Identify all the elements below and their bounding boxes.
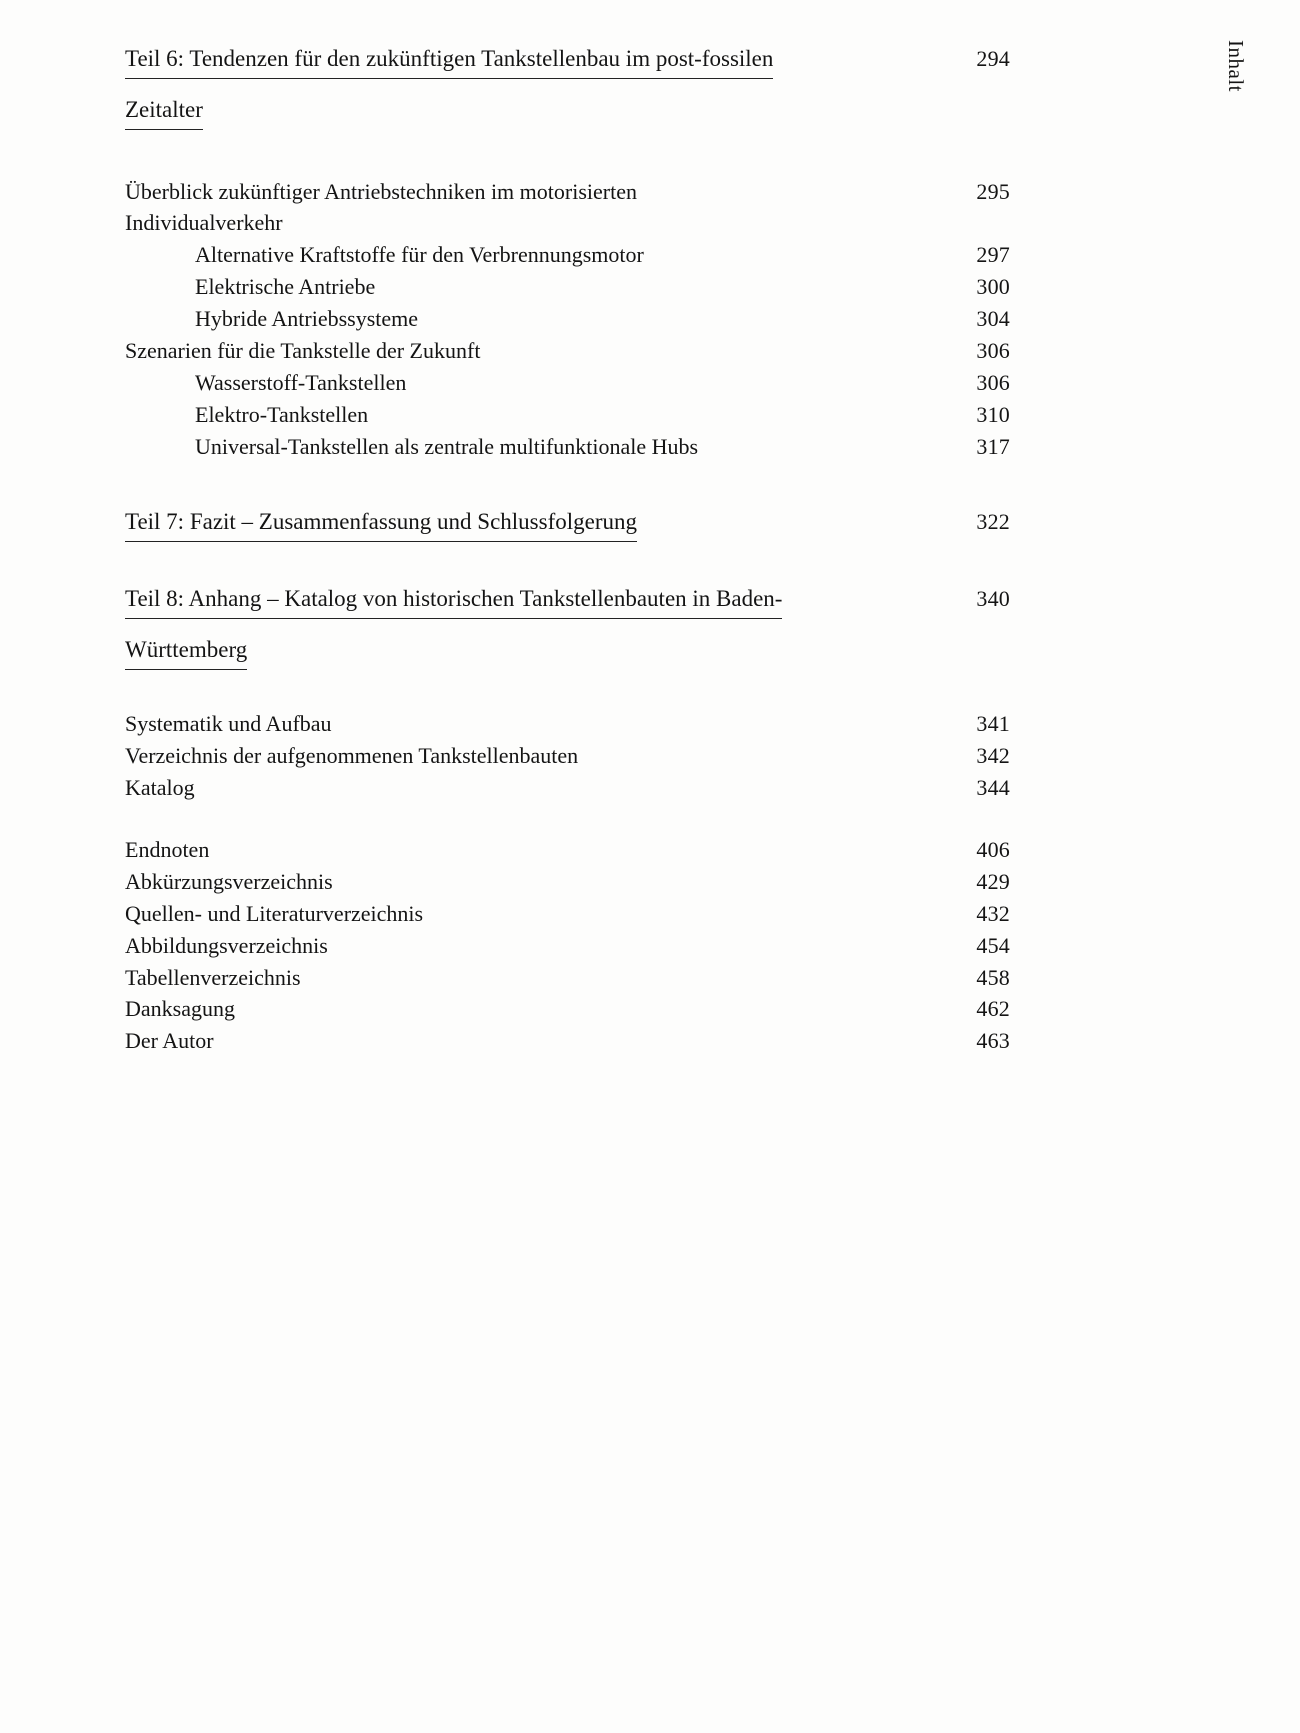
- toc-underlined-text: Teil 7: Fazit – Zusammenfassung und Schlussfolgerung: [125, 509, 637, 542]
- toc-label-line: [125, 503, 637, 540]
- toc-page-number: 310: [976, 401, 1010, 427]
- toc-page-number: 432: [976, 900, 1010, 926]
- toc-page-number: 462: [976, 996, 1010, 1022]
- toc-entry-label: [125, 399, 368, 431]
- section-spacer: [125, 129, 1010, 176]
- toc-page-number: 306: [976, 369, 1010, 395]
- toc-label-line: Abbildungsverzeichnis: [125, 932, 328, 958]
- toc-entry[interactable]: [125, 834, 1010, 866]
- toc-label-line: Quellen- und Literaturverzeichnis: [125, 900, 424, 926]
- toc-page-number: 294: [976, 46, 1010, 71]
- toc-entry-label: [125, 335, 480, 367]
- toc-entry-label: [125, 740, 578, 772]
- toc-entry-label: [125, 772, 195, 804]
- toc-label-line: Szenarien für die Tankstelle der Zukunft: [125, 337, 481, 363]
- toc-page-number: 454: [976, 932, 1010, 958]
- toc-entry-label: [125, 239, 644, 271]
- toc-label-line: Alternative Kraftstoffe für den Verbrennungsmotor: [195, 242, 644, 268]
- toc-entry[interactable]: [125, 239, 1010, 271]
- toc-label-line: Tabellenverzeichnis: [125, 964, 301, 990]
- toc-page-number: 297: [976, 242, 1010, 268]
- toc-label-line: Universal-Tankstellen als zentrale multifunktionale Hubs: [195, 433, 699, 459]
- toc-part-heading[interactable]: [125, 503, 1010, 540]
- toc-entry[interactable]: [125, 303, 1010, 335]
- toc-label-line: Hybride Antriebssysteme: [195, 306, 419, 332]
- toc-entry[interactable]: [125, 1025, 1010, 1057]
- toc-entry-label: [125, 431, 698, 463]
- toc-page-number: 306: [976, 337, 1010, 363]
- section-spacer: [125, 668, 1010, 708]
- toc-page-number: 406: [976, 836, 1010, 862]
- section-spacer: [125, 804, 1010, 834]
- toc-page-number: 340: [976, 585, 1010, 611]
- toc-label-line: Elektro-Tankstellen: [195, 401, 369, 427]
- toc-page-number: 300: [976, 274, 1010, 300]
- toc-entry[interactable]: [125, 176, 1010, 240]
- toc-label-line: Systematik und Aufbau: [125, 711, 332, 737]
- toc-page-number: 463: [976, 1028, 1010, 1054]
- toc-label-line: Individualverkehr: [125, 210, 283, 236]
- toc-entry-label: [125, 1025, 214, 1057]
- toc-entry[interactable]: [125, 898, 1010, 930]
- toc-entry-label: [125, 303, 418, 335]
- toc-entry[interactable]: [125, 740, 1010, 772]
- toc-page-number: 322: [976, 508, 1010, 534]
- toc-label-line: Überblick zukünftiger Antriebstechniken im motorisierten: [125, 178, 637, 204]
- toc-label-line: Wasserstoff-Tankstellen: [195, 369, 407, 395]
- toc-entry-label: [125, 271, 375, 303]
- toc-underlined-text: Teil 8: Anhang – Katalog von historischen Tankstellenbauten in Baden-: [125, 586, 782, 619]
- toc-label-line: [125, 631, 782, 668]
- toc-page-number: 304: [976, 306, 1010, 332]
- toc-entry[interactable]: [125, 431, 1010, 463]
- toc-entry[interactable]: [125, 708, 1010, 740]
- toc-entry[interactable]: [125, 993, 1010, 1025]
- toc-part-heading[interactable]: [125, 580, 1010, 669]
- toc-page-number: 458: [976, 964, 1010, 990]
- toc-entry[interactable]: [125, 866, 1010, 898]
- toc-underlined-text: Zeitalter: [125, 97, 203, 130]
- toc-entry-label: [125, 898, 423, 930]
- toc-entry[interactable]: [125, 962, 1010, 994]
- toc-label-line: Endnoten: [125, 836, 210, 862]
- toc-label-line: Danksagung: [125, 996, 235, 1022]
- toc-label-line: [125, 40, 773, 77]
- section-spacer: [125, 540, 1010, 580]
- toc-entry-label: [125, 176, 637, 240]
- toc-label-line: Verzeichnis der aufgenommenen Tankstellenbauten: [125, 743, 579, 769]
- toc-entry-label: [125, 962, 301, 994]
- toc-part-heading[interactable]: [125, 40, 1010, 129]
- toc-page-number: 429: [976, 868, 1010, 894]
- toc-part-label: [125, 503, 637, 540]
- toc-entry-label: [125, 834, 209, 866]
- toc-entry[interactable]: [125, 271, 1010, 303]
- toc-entry[interactable]: [125, 335, 1010, 367]
- running-head-inhalt: Inhalt: [1224, 40, 1248, 92]
- toc-part-label: [125, 40, 773, 129]
- table-of-contents: [125, 40, 1010, 1057]
- toc-entry[interactable]: [125, 772, 1010, 804]
- toc-entry[interactable]: [125, 367, 1010, 399]
- toc-label-line: Elektrische Antriebe: [195, 274, 376, 300]
- section-spacer: [125, 463, 1010, 503]
- toc-underlined-text: Württemberg: [125, 637, 247, 670]
- toc-entry[interactable]: [125, 399, 1010, 431]
- toc-label-line: Der Autor: [125, 1028, 214, 1054]
- toc-page-number: 341: [976, 711, 1010, 737]
- toc-entry[interactable]: [125, 930, 1010, 962]
- toc-label-line: [125, 580, 782, 617]
- toc-entry-label: [125, 866, 333, 898]
- toc-page-number: 342: [976, 743, 1010, 769]
- toc-label-line: Abkürzungsverzeichnis: [125, 868, 333, 894]
- toc-part-label: [125, 580, 782, 669]
- toc-page-number: 295: [976, 178, 1010, 204]
- toc-page-number: 344: [976, 775, 1010, 801]
- toc-page-number: 317: [976, 433, 1010, 459]
- toc-underlined-text: Teil 6: Tendenzen für den zukünftigen Tankstellenbau im post-fossilen: [125, 46, 773, 79]
- toc-label-line: Katalog: [125, 775, 195, 801]
- toc-entry-label: [125, 367, 406, 399]
- toc-label-line: [125, 91, 773, 128]
- toc-entry-label: [125, 993, 235, 1025]
- toc-entry-label: [125, 708, 332, 740]
- toc-entry-label: [125, 930, 328, 962]
